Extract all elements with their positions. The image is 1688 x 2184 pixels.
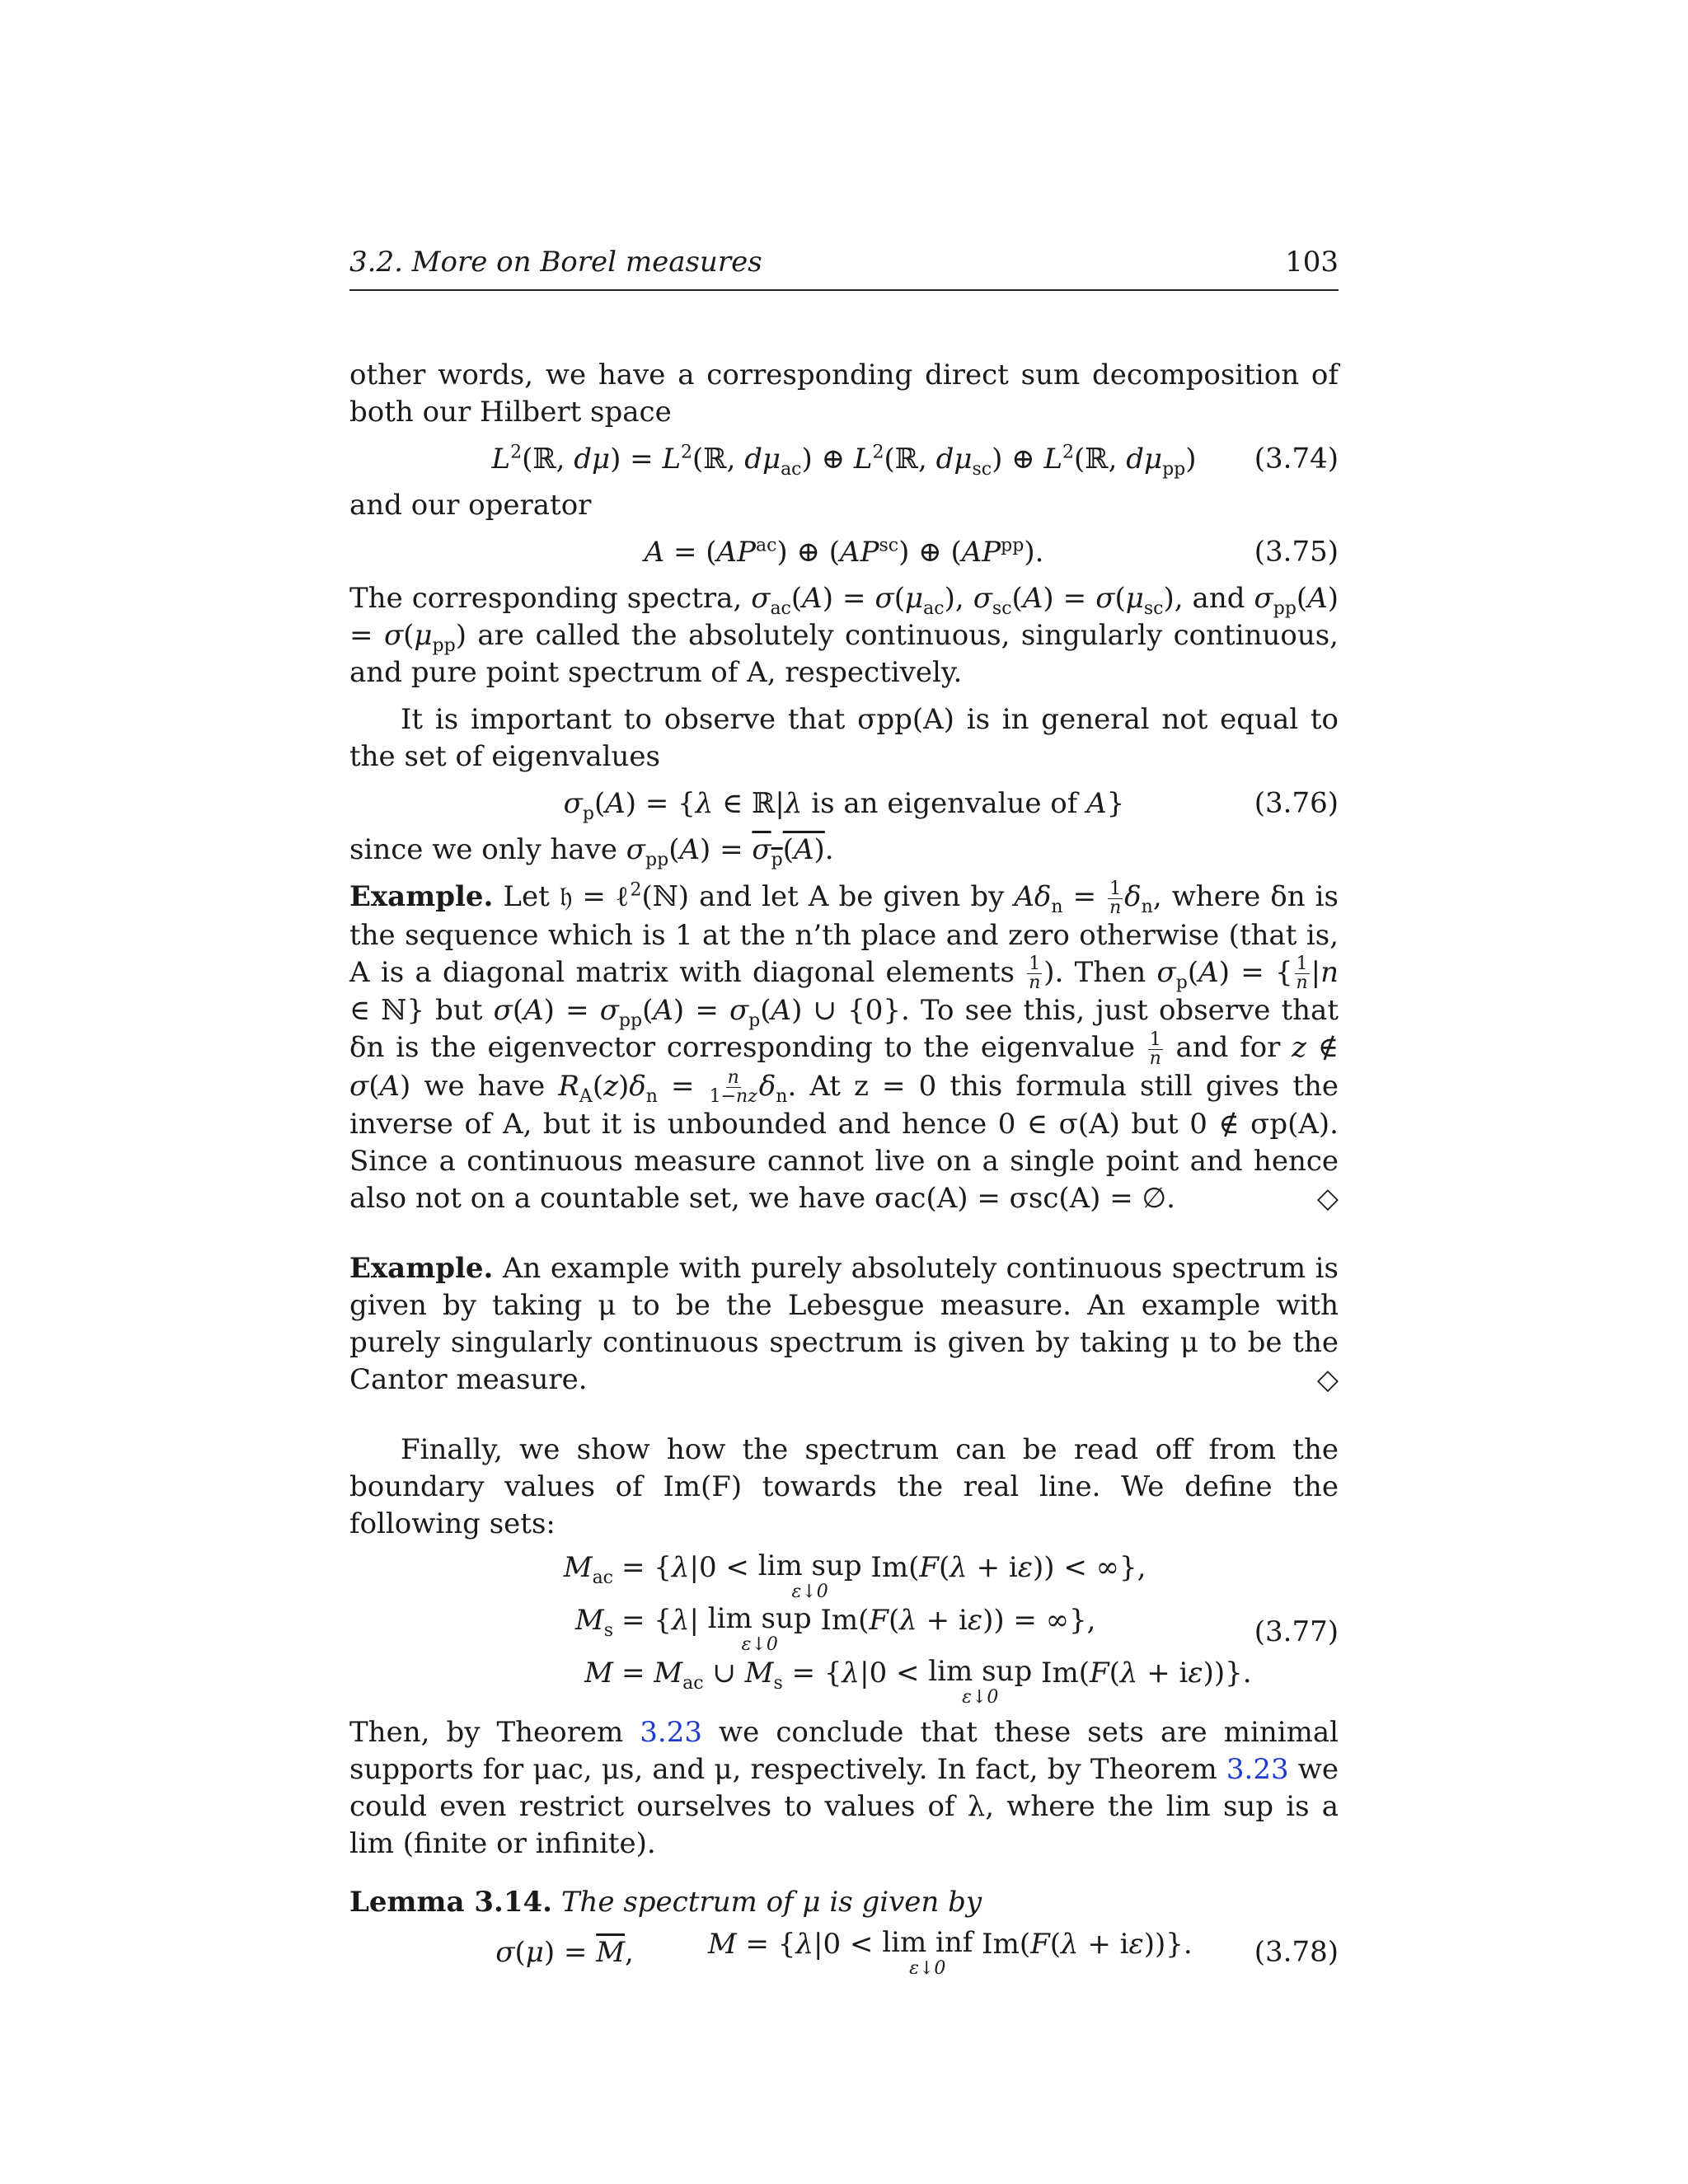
equation-3-76: $\sigma_p(A) = \{\lambda$ ∈ ℝ|λ is an eigenvalue of A} (3.76) [563, 786, 1339, 824]
end-of-example-icon: ◇ [1316, 1182, 1339, 1215]
page-number: 103 [1285, 246, 1339, 279]
lemma-statement: The spectrum of μ is given by [560, 1886, 982, 1919]
example-label: Example. [349, 1252, 494, 1285]
equation-number: (3.76) [1254, 786, 1339, 820]
theorem-link[interactable]: 3.23 [640, 1716, 702, 1749]
lemma-3-14 [349, 1884, 1339, 1921]
example-2: Example. An example with purely absolutely continuous spectrum is given by taking μ to be the Lebesgue measure. An example with purely singularly continuous spectrum is given by taking μ to be the Cantor measure. ◇ [349, 1250, 1339, 1399]
running-head [349, 244, 1339, 291]
equation-3-74: $L^2(ℝ$, $d\mu) = L^2(ℝ$, $d\mu_{ac}$) ⊕ $L^2(ℝ$, $d\mu_{sc}$) ⊕ $L^2(ℝ$, $d\mu_{pp}$) (3.74) [491, 442, 1339, 480]
paragraph-7: Then, by Theorem 3.23 we conclude that these sets are minimal supports for μac, μs, and μ, respectively. In fact, by Theorem 3.23 we could even restrict ourselves to values of λ, where the lim sup is a lim (finite or infinite). [349, 1716, 1339, 1860]
lemma-title: Lemma 3.14. [349, 1886, 553, 1919]
section-title: 3.2. More on Borel measures [349, 246, 762, 279]
paragraph-4: It is important to observe that σpp(A) is in general not equal to the set of eigenvalues [349, 703, 1339, 773]
equation-3-78: $\sigma(\mu) = \overline{M}$, M = {λ|0 < lim inf ε↓0 Im(F(λ + iε))}. (3.78) [495, 1926, 1339, 1979]
equation-number: (3.78) [1254, 1935, 1339, 1969]
equation-3-75: $A = (AP^{ac})$ ⊕ $(AP^{sc})$ ⊕ $(AP^{pp})$. (3.75) [349, 529, 1339, 575]
paragraph-1: other words, we have a corresponding direct sum decomposition of both our Hilbert space [349, 359, 1339, 429]
paragraph-2: and our operator [349, 489, 592, 522]
example-1: Example. Let 𝔥 = ℓ$^2$(ℕ) and let A be given by $A\delta_n$ = $\frac{1}{n}$ $\delta_n$, where δn is the sequence which is 1 at the n’th place and zero otherwise (that is, A is a diagonal matrix with diagonal elements $\frac{1}{n}$ ). Then $\sigma_p(A)$ = { $\frac{1}{n}$ |n ∈ ℕ} but $\sigma(A) = \sigma_{pp}(A) = \sigma_p(A)$ ∪ {0}. To see this, just observe that δn is the eigenvector corresponding to the eigenvalue $\frac{1}{n}$ and for z ∉ σ(A) we have $R_A(z)\delta_n$ = $\frac{n}{1-nz}$ $\delta_n$. At z = 0 this formula still gives the inverse of A, but it is unbounded and hence 0 ∈ σ(A) but 0 ∉ σp(A). Since a continuous measure cannot live on a single point and hence also not on a countable set, we have σac(A) = σsc(A) = ∅. ◇ [349, 879, 1339, 1217]
end-of-example-icon: ◇ [1316, 1363, 1339, 1396]
equation-number: (3.74) [1254, 442, 1339, 476]
example-label: Example. [349, 880, 494, 913]
paragraph-6: Finally, we show how the spectrum can be read off from the boundary values of Im(F) towards the real line. We define the following sets: [349, 1433, 1339, 1540]
equation-number: (3.75) [1254, 535, 1339, 569]
page [349, 244, 1339, 1984]
paragraph-3: The corresponding spectra, $\sigma_{ac}(A) = \sigma(\mu_{ac})$, $\sigma_{sc}(A) = \sigma(\mu_{sc})$, and $\sigma_{pp}(A) = \sigma(\mu_{pp})$ are called the absolutely continuous, singularly continuous, and pure point spectrum of A, respectively. [349, 582, 1339, 689]
paragraph-5: since we only have $\sigma_{pp}(A) = \sigma_p(A)$. [349, 833, 834, 870]
theorem-link[interactable]: 3.23 [1226, 1753, 1289, 1786]
equation-number: (3.77) [1254, 1615, 1339, 1648]
equation-3-77: $M_{ac}$ = {λ|0 < lim sup ε↓0 Im(F(λ + iε)) < ∞}, $M_s$ = {λ| lim sup ε↓0 Im(F(λ + iε)) = ∞}, M = $M_{ac}$ ∪ $M_s = \{\lambda|0$ < lim sup ε↓0 Im(F(λ + iε))}. (3.77) [563, 1549, 1339, 1708]
